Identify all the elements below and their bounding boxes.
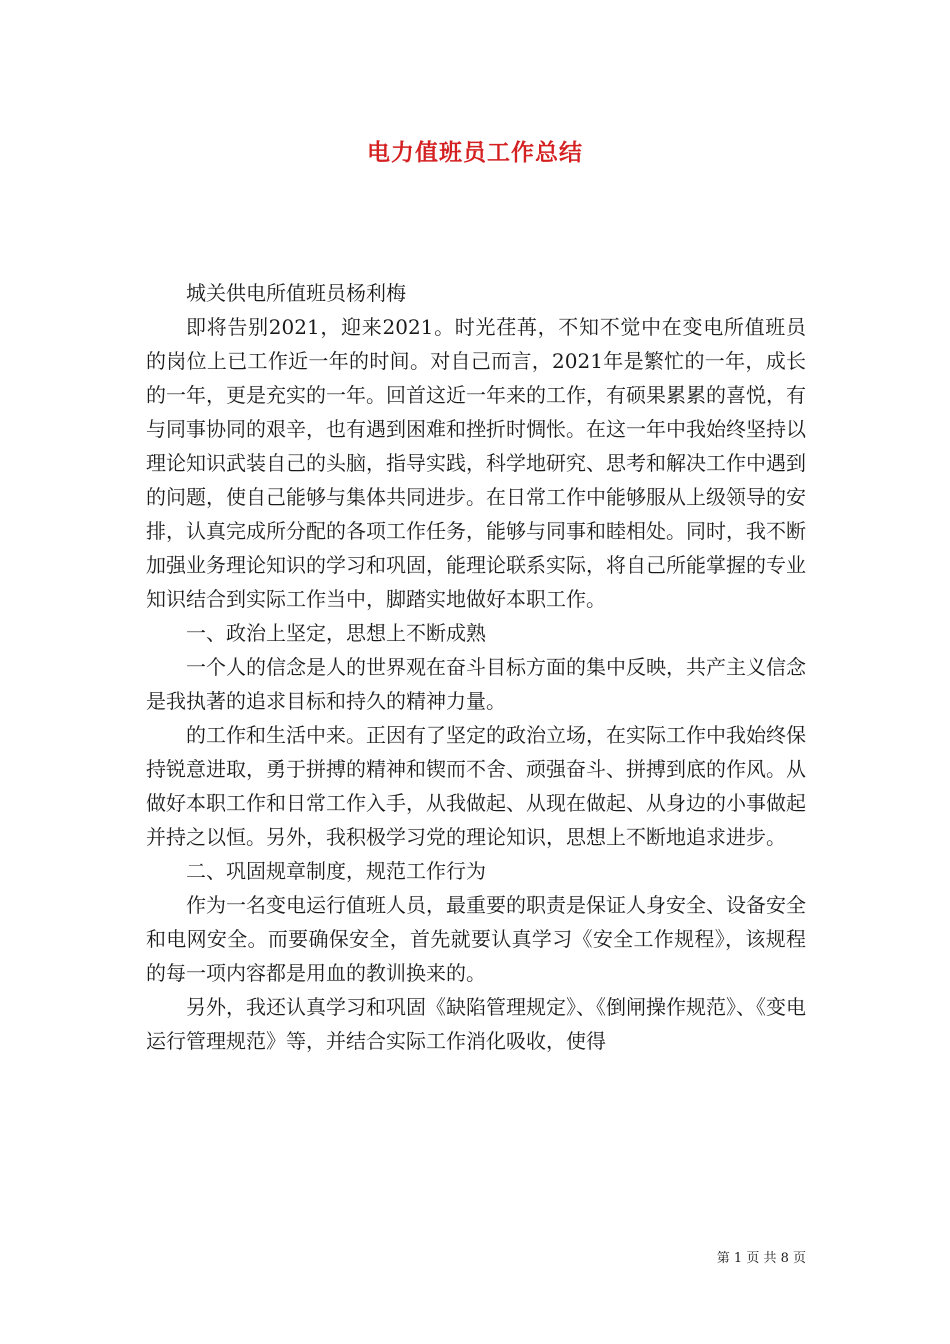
- page-number: 第 1 页 共 8 页: [716, 1251, 806, 1266]
- page-title: 电力值班员工作总结: [367, 139, 583, 166]
- section-heading: 二、巩固规章制度，规范工作行为: [186, 859, 486, 883]
- body-paragraph: 作为一名变电运行值班人员，最重要的职责是保证人身安全、设备安全和电网安全。而要确保安全，首先就要认真学习《安全工作规程》，该规程的每一项内容都是用血的教训换来的。: [146, 893, 806, 985]
- body-paragraph: 另外，我还认真学习和巩固《缺陷管理规定》、《倒闸操作规范》、《变电运行管理规范》等，并结合实际工作消化吸收，使得: [146, 995, 806, 1053]
- section-heading: 一、政治上坚定，思想上不断成熟: [186, 621, 486, 645]
- body-paragraph: 一个人的信念是人的世界观在奋斗目标方面的集中反映，共产主义信念是我执著的追求目标和持久的精神力量。: [146, 655, 806, 713]
- body-paragraph: 即将告别2021，迎来2021。时光荏苒，不知不觉中在变电所值班员的岗位上已工作近一年的时间。对自己而言，2021年是繁忙的一年，成长的一年，更是充实的一年。回首这近一年来的工作，有硕果累累的喜悦，有与同事协同的艰辛，也有遇到困难和挫折时惆怅。在这一年中我始终坚持以理论知识武装自己的头脑，指导实践，科学地研究、思考和解决工作中遇到的问题，使自己能够与集体共同进步。在日常工作中能够服从上级领导的安排，认真完成所分配的各项工作任务，能够与同事和睦相处。同时，我不断加强业务理论知识的学习和巩固，能理论联系实际，将自己所能掌握的专业知识结合到实际工作当中，脚踏实地做好本职工作。: [146, 315, 806, 611]
- author-line: 城关供电所值班员杨利梅: [186, 281, 406, 305]
- body-paragraph: 的工作和生活中来。正因有了坚定的政治立场，在实际工作中我始终保持锐意进取，勇于拼搏的精神和锲而不舍、顽强奋斗、拼搏到底的作风。从做好本职工作和日常工作入手，从我做起、从现在做起、从身边的小事做起并持之以恒。另外，我积极学习党的理论知识，思想上不断地追求进步。: [146, 723, 806, 849]
- document-body: [146, 276, 806, 1058]
